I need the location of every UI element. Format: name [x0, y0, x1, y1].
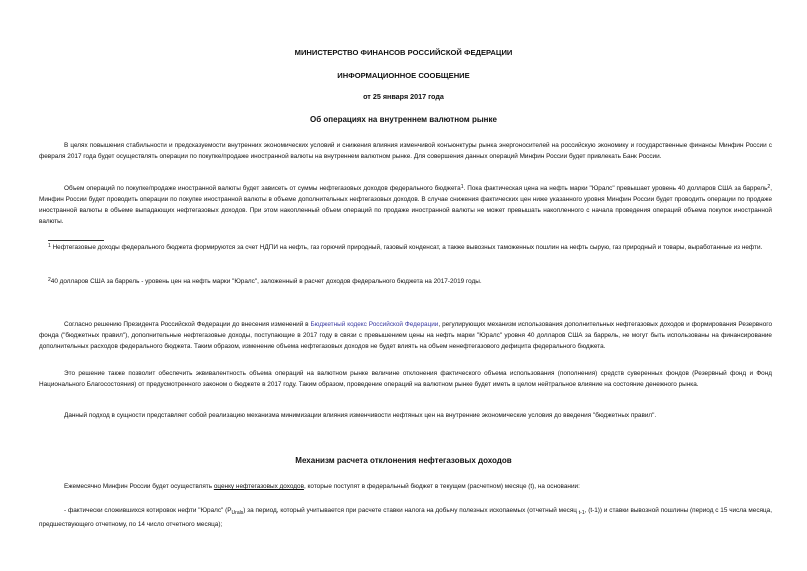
- document-title: Об операциях на внутреннем валютном рынке: [310, 115, 497, 124]
- paragraph-1: В целях повышения стабильности и предсказуемости внутренних экономических условий и снижения влияния изменчивой конъюнктуры рынка энергоносителей на российскую экономику и государственные финансы Минфин России с февраля 2017 года будет осуществлять операции по покупке/продаже иностранной валюты на внутреннем валютном рынке. Для совершения данных операций Минфин России будет привлекать Банк России.: [39, 142, 772, 160]
- footnote-ref-2[interactable]: 2: [767, 184, 771, 190]
- ministry-heading: МИНИСТЕРСТВО ФИНАНСОВ РОССИЙСКОЙ ФЕДЕРАЦИИ: [294, 48, 513, 57]
- paragraph-2-part-c: , Минфин России будет проводить операции по покупке иностранной валюты в объеме дополнительных нефтегазовых доходов. В случае снижения фактических цен ниже указанного уровня Минфин России будет проводить операции по продаже иностранной валюты в объеме выпадающих нефтегазовых доходов. При этом накопленный объем операций по продаже иностранной валюты не может превышать накопленного с начала проведения операций объема покупок иностранной валюты.: [39, 185, 772, 225]
- paragraph-6-part-b: , которые поступят в федеральный бюджет в текущем (расчетном) месяце (t), на основании:: [304, 483, 580, 490]
- paragraph-2: [39, 182, 772, 227]
- footnote-1: [48, 241, 772, 253]
- budget-code-link[interactable]: Бюджетный кодекс Российской Федерации: [310, 321, 439, 328]
- doc-date: от 25 января 2017 года: [363, 92, 444, 101]
- paragraph-7-part-c: , (t-1)) и ставки вывозной пошлины (период с 15 числа месяца, предшествующего отчетному, по 14 число отчетного месяца);: [39, 507, 772, 528]
- paragraph-2-part-b: . Пока фактическая цена на нефть марки "Юралс" превышает уровень 40 долларов США за баррель: [463, 185, 768, 192]
- paragraph-3-part-a: Согласно решению Президента Российской Федерации до внесения изменений в: [64, 321, 311, 328]
- paragraph-6: [39, 481, 772, 492]
- paragraph-4: Это решение также позволит обеспечить эквивалентность объема операций на валютном рынке величине отклонения фактического объема использования (пополнения) средств суверенных фондов (Резервный фонд и Фонд Национального Благосостояния) от предусмотренного законом о бюджете в 2017 году. Таким образом, проведение операций на валютном рынке будет иметь в целом нейтральное влияние на состояние денежного рынка.: [39, 370, 772, 388]
- urals-subscript: Urals: [231, 510, 244, 516]
- footnote-ref-1[interactable]: 1: [460, 184, 464, 190]
- paragraph-7-part-b: ) за период, который учитывается при расчете ставки налога на добычу полезных ископаемых (отчетный месяц: [243, 507, 579, 514]
- footnote-1-mark: 1: [48, 243, 51, 249]
- footnote-2-mark: 2: [48, 277, 51, 283]
- paragraph-7-part-a: - фактически сложившихся котировок нефти "Юралс" (P: [64, 507, 232, 514]
- paragraph-6-part-a: Ежемесячно Минфин России будет осуществлять: [64, 483, 214, 490]
- paragraph-5: Данный подход в сущности представляет собой реализацию механизма минимизации влияния изменчивости нефтяных цен на внутренние экономические условия до введения "бюджетных правил".: [64, 412, 657, 419]
- section-2-title: Механизм расчета отклонения нефтегазовых доходов: [295, 456, 512, 465]
- paragraph-3: [39, 319, 772, 352]
- paragraph-2-part-a: Объем операций по покупке/продаже иностранной валюты будет зависеть от суммы нефтегазовых доходов федерального бюджета: [64, 185, 461, 192]
- paragraph-3-part-b: , регулирующих механизм использования дополнительных нефтегазовых доходов и формирования Резервного фонда ("бюджетных правил"), дополнительные нефтегазовые доходы, поступающие в 2017 году в связи с превышением цены на нефть марки "Юралс" уровня 40 долларов США за баррель, не могут быть использованы на финансирование дополнительных расходов федерального бюджета. Таким образом, изменение объема нефтегазовых доходов не будет влиять на объем ненефтегазового дефицита федерального бюджета.: [39, 321, 773, 350]
- doc-type-heading: ИНФОРМАЦИОННОЕ СООБЩЕНИЕ: [337, 71, 470, 80]
- oil-gas-revenue-estimate-link[interactable]: оценку нефтегазовых доходов: [213, 483, 304, 490]
- footnote-2: [48, 275, 772, 287]
- month-subscript: t-1: [578, 510, 585, 516]
- footnote-1-text: Нефтегазовые доходы федерального бюджета формируются за счет НДПИ на нефть, газ горючий природный, газовый конденсат, а также вывозных таможенных пошлин на нефть сырую, газ природный и товары, выработанные из нефти.: [52, 244, 763, 251]
- footnote-2-text: 40 долларов США за баррель - уровень цен на нефть марки "Юралс", заложенный в расчет доходов федерального бюджета на 2017-2019 годы.: [50, 278, 482, 285]
- paragraph-7: [39, 505, 772, 530]
